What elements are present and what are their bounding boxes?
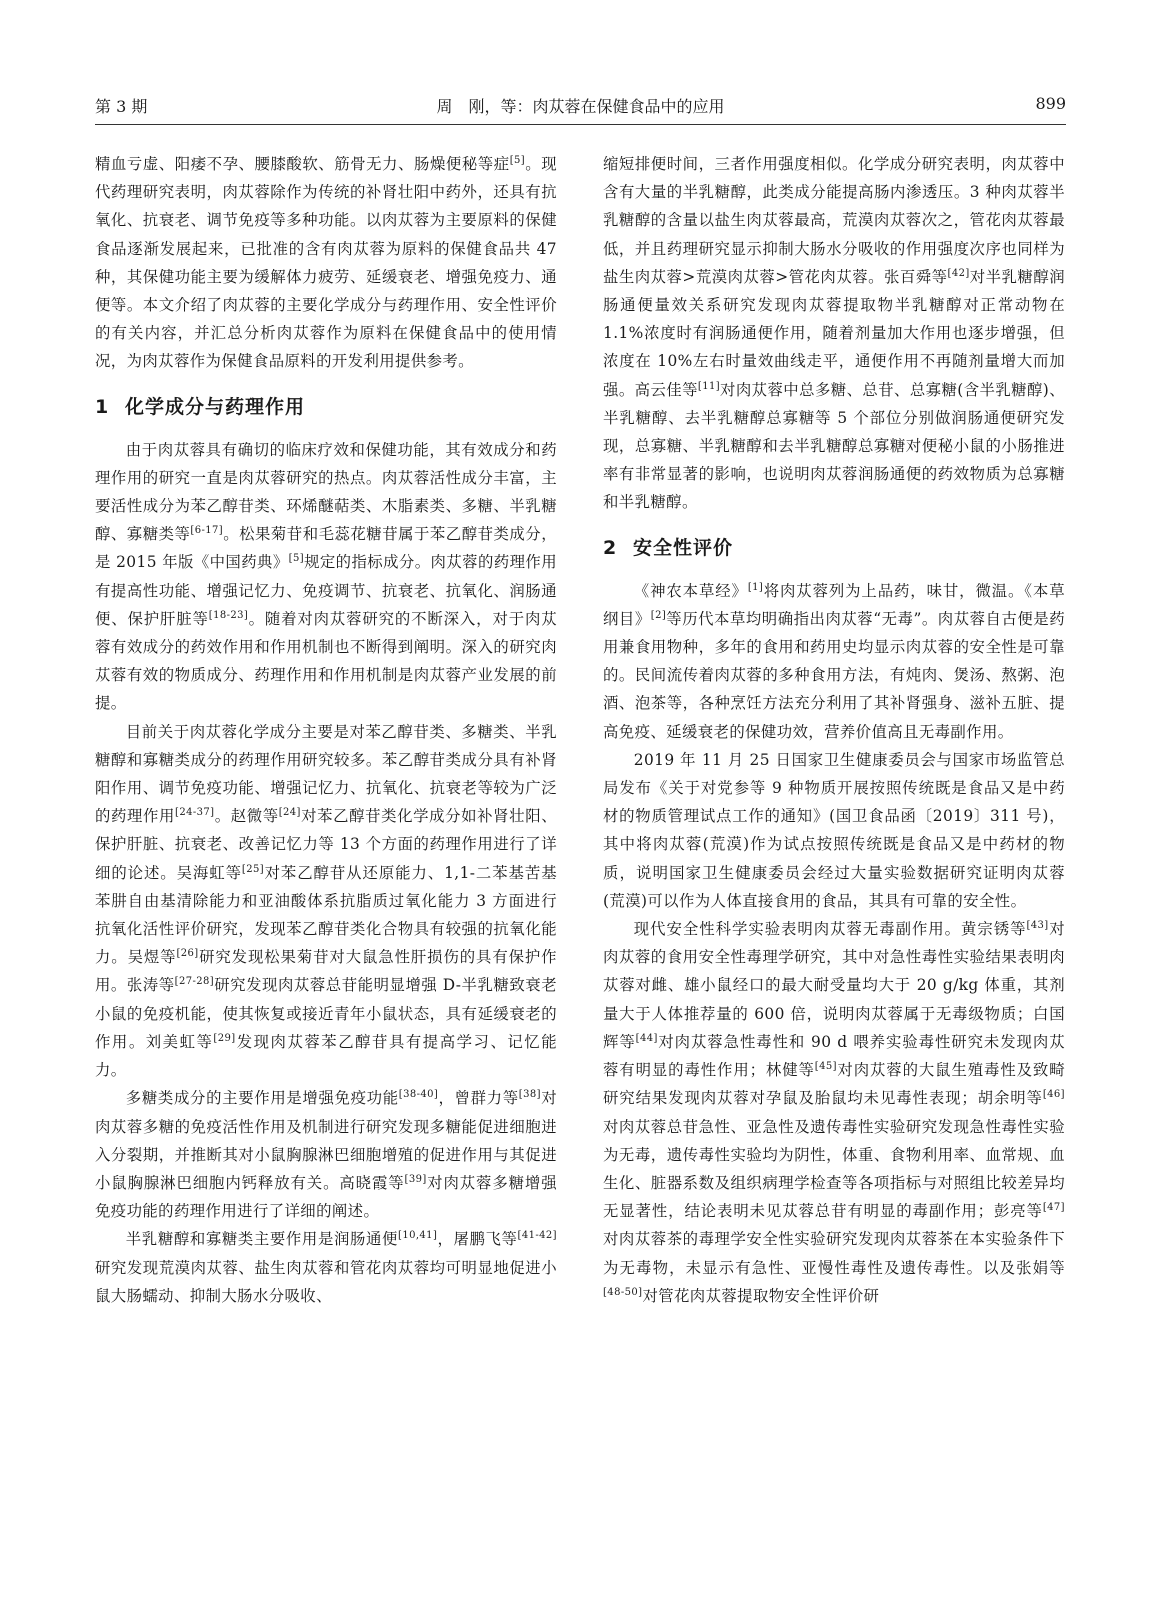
section-1-heading — [95, 390, 557, 424]
citation-marker: [27-28] — [174, 976, 215, 988]
section-2-heading — [603, 531, 1065, 565]
citation-marker: [10,41] — [398, 1230, 438, 1242]
body-paragraph: 目前关于肉苁蓉化学成分主要是对苯乙醇苷类、多糖类、半乳糖醇和寡糖类成分的药理作用研究较多。苯乙醇苷类成分具有补肾阳作用、调节免疫功能、增强记忆力、抗氧化、抗衰老等较为广泛的药理作用[24-37]。赵微等[24]对苯乙醇苷类化学成分如补肾壮阳、保护肝脏、抗衰老、改善记忆力等 13 个方面的药理作用进行了详细的论述。吴海虹等[25]对苯乙醇苷从还原能力、1,1-二苯基苦基苯肼自由基清除能力和亚油酸体系抗脂质过氧化能力 3 方面进行抗氧化活性评价研究，发现苯乙醇苷类化合物具有较强的抗氧化能力。吴煜等[26]研究发现松果菊苷对大鼠急性肝损伤的具有保护作用。张涛等[27-28]研究发现肉苁蓉总苷能明显增强 D-半乳糖致衰老小鼠的免疫机能，使其恢复或接近青年小鼠状态，具有延缓衰老的作用。刘美虹等[29]发现肉苁蓉苯乙醇苷具有提高学习、记忆能力。 — [95, 722, 557, 1080]
citation-marker: [41-42] — [517, 1230, 557, 1242]
citation-marker: [39] — [404, 1173, 427, 1185]
citation-marker: [44] — [635, 1032, 658, 1044]
citation-marker: [48-50] — [603, 1286, 643, 1298]
continued-paragraph: 缩短排便时间，三者作用强度相似。化学成分研究表明，肉苁蓉中含有大量的半乳糖醇，此类成分能提高肠内渗透压。3 种肉苁蓉半乳糖醇的含量以盐生肉苁蓉最高，荒漠肉苁蓉次之，管花肉苁蓉最低，并且药理研究显示抑制大肠水分吸收的作用强度次序也同样为盐生肉苁蓉>荒漠肉苁蓉>管花肉苁蓉。张百舜等[42]对半乳糖醇润肠通便量效关系研究发现肉苁蓉提取物半乳糖醇对正常动物在 1.1%浓度时有润肠通便作用，随着剂量加大作用也逐步增强，但浓度在 10%左右时量效曲线走平，通便作用不再随剂量增大而加强。高云佳等[11]对肉苁蓉中总多糖、总苷、总寡糖(含半乳糖醇)、半乳糖醇、去半乳糖醇总寡糖等 5 个部位分别做润肠通便研究发现，总寡糖、半乳糖醇和去半乳糖醇总寡糖对便秘小鼠的小肠推进率有非常显著的影响，也说明肉苁蓉润肠通便的药效物质为总寡糖和半乳糖醇。 — [603, 155, 1065, 512]
citation-marker: [47] — [1042, 1202, 1065, 1214]
running-title: 周 刚，等：肉苁蓉在保健食品中的应用 — [436, 97, 725, 116]
section-1-number: 1 — [95, 395, 110, 418]
citation-marker: [1] — [747, 581, 764, 593]
section-2-title: 安全性评价 — [633, 536, 734, 559]
citation-marker: [18-23] — [208, 609, 249, 621]
citation-marker: [46] — [1042, 1089, 1065, 1101]
citation-marker: [29] — [213, 1032, 236, 1044]
citation-marker: [38-40] — [398, 1089, 439, 1101]
citation-marker: [24-37] — [175, 807, 215, 819]
issue-number: 第 3 期 — [95, 97, 148, 116]
body-paragraph: 半乳糖醇和寡糖类主要作用是润肠通便[10,41]，屠鹏飞等[41-42]研究发现荒漠肉苁蓉、盐生肉苁蓉和管花肉苁蓉均可明显地促进小鼠大肠蠕动、抑制大肠水分吸收、 — [95, 1230, 557, 1305]
citation-marker: [2] — [650, 609, 667, 621]
citation-marker: [26] — [176, 948, 199, 960]
citation-marker: [38] — [518, 1089, 541, 1101]
body-paragraph: 2019 年 11 月 25 日国家卫生健康委员会与国家市场监管总局发布《关于对党参等 9 种物质开展按照传统既是食品又是中药材的物质管理试点工作的通知》(国卫食品函〔2019〕311 号)，其中将肉苁蓉(荒漠)作为试点按照传统既是食品又是中药材的物质，说明国家卫生健康委员会经过大量实验数据研究证明肉苁蓉(荒漠)可以作为人体直接食用的食品，其具有可靠的安全性。 — [603, 750, 1065, 910]
body-paragraph: 由于肉苁蓉具有确切的临床疗效和保健功能，其有效成分和药理作用的研究一直是肉苁蓉研究的热点。肉苁蓉活性成分丰富，主要活性成分为苯乙醇苷类、环烯醚萜类、木脂素类、多糖、半乳糖醇、寡糖类等[6-17]。松果菊苷和毛蕊花糖苷属于苯乙醇苷类成分，是 2015 年版《中国药典》[5]规定的指标成分。肉苁蓉的药理作用有提高性功能、增强记忆力、免疫调节、抗衰老、抗氧化、润肠通便、保护肝脏等[18-23]。随着对肉苁蓉研究的不断深入，对于肉苁蓉有效成分的药效作用和作用机制也不断得到阐明。深入的研究肉苁蓉有效的物质成分、药理作用和作用机制是肉苁蓉产业发展的前提。 — [95, 440, 557, 713]
section-1-title: 化学成分与药理作用 — [125, 395, 306, 418]
citation-marker: [42] — [947, 267, 970, 279]
citation-marker: [6-17] — [190, 525, 224, 537]
intro-paragraph: 精血亏虚、阳痿不孕、腰膝酸软、筋骨无力、肠燥便秘等症[5]。现代药理研究表明，肉苁蓉除作为传统的补肾壮阳中药外，还具有抗氧化、抗衰老、调节免疫等多种功能。以肉苁蓉为主要原料的保健食品逐渐发展起来，已批准的含有肉苁蓉为原料的保健食品共 47 种，其保健功能主要为缓解体力疲劳、延缓衰老、增强免疫力、通便等。本文介绍了肉苁蓉的主要化学成分与药理作用、安全性评价的有关内容，并汇总分析肉苁蓉作为原料在保健食品中的使用情况，为肉苁蓉作为保健食品原料的开发利用提供参考。 — [95, 155, 557, 371]
right-column — [603, 150, 1065, 1310]
citation-marker: [25] — [241, 863, 265, 875]
left-column — [95, 150, 557, 1310]
citation-marker: [43] — [1026, 920, 1049, 932]
body-paragraph: 《神农本草经》[1]将肉苁蓉列为上品药，味甘，微温。《本草纲目》[2]等历代本草均明确指出肉苁蓉“无毒”。肉苁蓉自古便是药用兼食用物种，多年的食用和药用史均显示肉苁蓉的安全性是可靠的。民间流传着肉苁蓉的多种食用方法，有炖肉、煲汤、熬粥、泡酒、泡茶等，各种烹饪方法充分利用了其补肾强身、滋补五脏、提高免疫、延缓衰老的保健功效，营养价值高且无毒副作用。 — [603, 581, 1066, 741]
citation-marker: [5] — [288, 553, 305, 565]
body-paragraph: 多糖类成分的主要作用是增强免疫功能[38-40]，曾群力等[38]对肉苁蓉多糖的免疫活性作用及机制进行研究发现多糖能促进细胞进入分裂期，并推断其对小鼠胸腺淋巴细胞增殖的促进作用与其促进小鼠胸腺淋巴细胞内钙释放有关。高晓霞等[39]对肉苁蓉多糖增强免疫功能的药理作用进行了详细的阐述。 — [95, 1089, 557, 1221]
citation-marker: [24] — [278, 807, 301, 819]
body-paragraph: 现代安全性科学实验表明肉苁蓉无毒副作用。黄宗锈等[43]对肉苁蓉的食用安全性毒理学研究，其中对急性毒性实验结果表明肉苁蓉对雌、雄小鼠经口的最大耐受量均大于 20 g/kg 体重，其剂量大于人体推荐量的 600 倍，说明肉苁蓉属于无毒级物质；白国辉等[44]对肉苁蓉急性毒性和 90 d 喂养实验毒性研究未发现肉苁蓉有明显的毒性作用；林健等[45]对肉苁蓉的大鼠生殖毒性及致畸研究结果发现肉苁蓉对孕鼠及胎鼠均未见毒性表现；胡余明等[46]对肉苁蓉总苷急性、亚急性及遗传毒性实验研究发现急性毒性实验为无毒，遗传毒性实验均为阴性，体重、食物利用率、血常规、血生化、脏器系数及组织病理学检查等各项指标与对照组比较差异均无显著性，结论表明未见苁蓉总苷有明显的毒副作用；彭亮等[47]对肉苁蓉茶的毒理学安全性实验研究发现肉苁蓉茶在本实验条件下为无毒物，未显示有急性、亚慢性毒性及遗传毒性。以及张娟等[48-50]对管花肉苁蓉提取物安全性评价研 — [603, 920, 1065, 1305]
page-number: 899 — [1035, 94, 1066, 113]
citation-marker: [45] — [814, 1061, 837, 1073]
citation-marker: [11] — [697, 380, 721, 392]
section-2-number: 2 — [603, 536, 618, 559]
citation-marker: [5] — [509, 155, 526, 166]
running-header — [95, 92, 1066, 125]
